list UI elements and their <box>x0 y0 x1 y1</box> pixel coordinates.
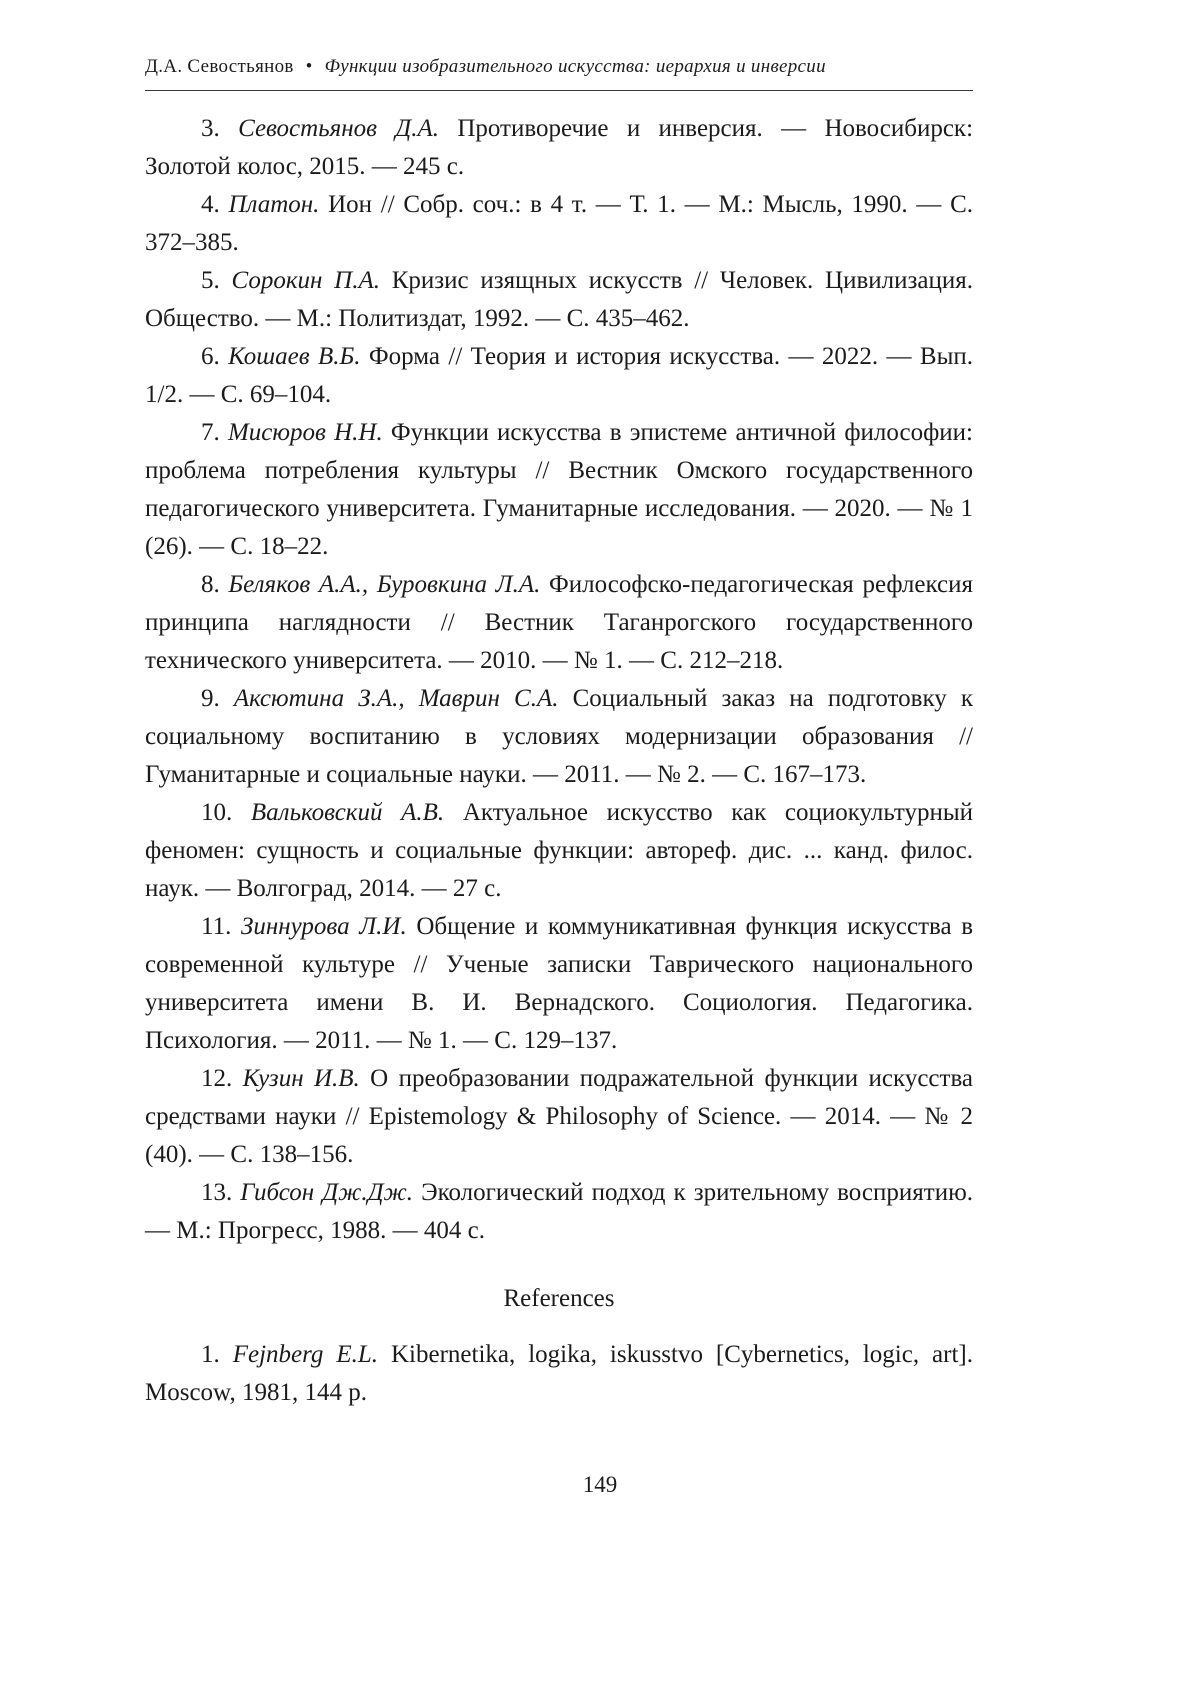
reference-authors: Гибсон Дж.Дж. <box>240 1179 414 1206</box>
reference-number: 6. <box>201 343 229 370</box>
reference-item <box>145 566 973 680</box>
reference-item <box>145 794 973 908</box>
reference-item <box>145 908 973 1060</box>
reference-item <box>145 110 973 186</box>
reference-number: 12. <box>201 1065 243 1092</box>
reference-item <box>145 414 973 566</box>
references-heading: References <box>503 1285 615 1312</box>
page-content <box>145 110 973 1412</box>
reference-number: 9. <box>201 685 234 712</box>
reference-text: Философско-педагогическая рефлексия принципа наглядности // Вестник Таганрогского государственного технического университета. — 2010. — № 1. — С. 212–218. <box>145 571 973 674</box>
reference-number: 5. <box>201 267 232 294</box>
reference-number: 8. <box>201 571 229 598</box>
reference-authors: Сорокин П.А. <box>231 267 380 294</box>
reference-item <box>145 680 973 794</box>
reference-text: Функции искусства в эпистеме античной философии: проблема потребления культуры // Вестник Омского государственного педагогического университета. Гуманитарные исследования. — 2020. — № 1 (26). — С. 18–22. <box>145 419 973 560</box>
reference-text: Актуальное искусство как социокультурный феномен: сущность и социальные функции: автореф. дис. ... канд. филос. наук. — Волгоград, 2014. — 27 с. <box>145 799 973 902</box>
reference-item <box>145 262 973 338</box>
references-english-list <box>145 1336 973 1412</box>
reference-authors: Севостьянов Д.А. <box>238 115 439 142</box>
reference-number: 13. <box>201 1179 241 1206</box>
reference-text: Ион // Собр. соч.: в 4 т. — Т. 1. — М.: Мысль, 1990. — С. 372–385. <box>145 191 974 256</box>
reference-number: 1. <box>201 1341 233 1368</box>
reference-item <box>145 1060 973 1174</box>
reference-authors: Вальковский А.В. <box>250 799 445 826</box>
running-header <box>145 56 973 78</box>
reference-authors: Кошаев В.Б. <box>228 343 361 370</box>
reference-number: 4. <box>201 191 229 218</box>
reference-text: О преобразовании подражательной функции искусства средствами науки // Epistemology & Philosophy of Science. — 2014. — № 2 (40). — С. 138–156. <box>145 1065 974 1168</box>
reference-authors: Мисюров Н.Н. <box>227 419 383 446</box>
header-author: Д.А. Севостьянов <box>145 56 294 77</box>
reference-text: Экологический подход к зрительному восприятию. — М.: Прогресс, 1988. — 404 с. <box>145 1179 973 1244</box>
header-title: Функции изобразительного искусства: иерархия и инверсии <box>324 56 826 77</box>
reference-authors: Беляков А.А., Буровкина Л.А. <box>228 571 541 598</box>
reference-authors: Кузин И.В. <box>242 1065 360 1092</box>
reference-text: Противоречие и инверсия. — Новосибирск: Золотой колос, 2015. — 245 с. <box>145 115 974 180</box>
reference-item <box>145 186 973 262</box>
reference-text: Социальный заказ на подготовку к социальному воспитанию в условиях модернизации образования // Гуманитарные и социальные науки. — 2011. — № 2. — С. 167–173. <box>145 685 974 788</box>
reference-item <box>145 1174 973 1250</box>
header-separator: • <box>305 56 313 77</box>
reference-authors: Платон. <box>228 191 320 218</box>
reference-number: 7. <box>201 419 228 446</box>
reference-authors: Fejnberg E.L. <box>232 1341 379 1368</box>
reference-text: Кризис изящных искусств // Человек. Цивилизация. Общество. — М.: Политиздат, 1992. — С. 435–462. <box>145 267 973 332</box>
reference-item <box>145 1336 973 1412</box>
reference-authors: Зиннурова Л.И. <box>240 913 407 940</box>
reference-number: 10. <box>201 799 251 826</box>
reference-text: Форма // Теория и история искусства. — 2022. — Вып. 1/2. — С. 69–104. <box>145 343 974 408</box>
page-number: 149 <box>582 1472 618 1497</box>
header-rule <box>145 90 973 91</box>
reference-item <box>145 338 973 414</box>
reference-number: 11. <box>201 913 241 940</box>
reference-authors: Аксютина З.А., Маврин С.А. <box>233 685 559 712</box>
references-russian-list <box>145 110 973 1250</box>
reference-text: Kibernetika, logika, iskusstvo [Cybernetics, logic, art]. Moscow, 1981, 144 p. <box>145 1341 973 1406</box>
reference-text: Общение и коммуникативная функция искусства в современной культуре // Ученые записки Таврического национального университета имени В. И. Вернадского. Социология. Педагогика. Психология. — 2011. — № 1. — С. 129–137. <box>145 913 973 1054</box>
reference-number: 3. <box>201 115 239 142</box>
